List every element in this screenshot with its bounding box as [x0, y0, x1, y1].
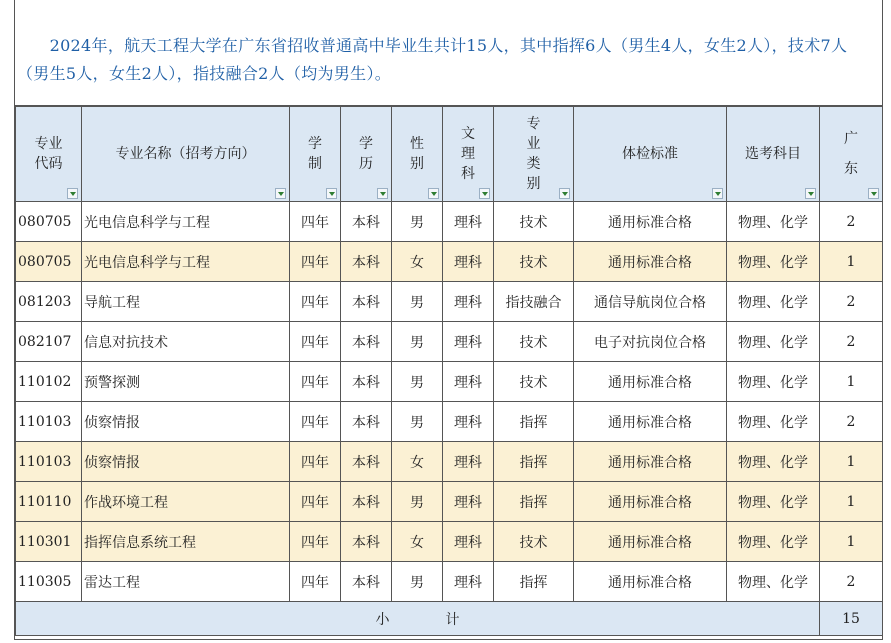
cell-track: 理科 [443, 402, 494, 442]
filter-dropdown-icon[interactable] [326, 188, 337, 199]
cell-sex: 男 [392, 402, 443, 442]
header-subjects: 选考科目 [727, 107, 820, 202]
table-row [16, 522, 883, 562]
cell-name: 导航工程 [82, 282, 290, 322]
filter-dropdown-icon[interactable] [479, 188, 490, 199]
cell-count: 1 [820, 442, 883, 482]
cell-category: 技术 [494, 202, 574, 242]
cell-code: 110305 [16, 562, 82, 602]
table-row [16, 362, 883, 402]
cell-degree: 本科 [341, 482, 392, 522]
filter-dropdown-icon[interactable] [805, 188, 816, 199]
filter-dropdown-icon[interactable] [712, 188, 723, 199]
cell-sex: 男 [392, 322, 443, 362]
cell-track: 理科 [443, 322, 494, 362]
cell-subjects: 物理、化学 [727, 202, 820, 242]
cell-category: 指挥 [494, 442, 574, 482]
cell-track: 理科 [443, 562, 494, 602]
cell-category: 指挥 [494, 482, 574, 522]
cell-code: 082107 [16, 322, 82, 362]
cell-medical: 通用标准合格 [574, 242, 727, 282]
cell-track: 理科 [443, 282, 494, 322]
cell-category: 技术 [494, 522, 574, 562]
cell-code: 110103 [16, 402, 82, 442]
header-code: 专业代码 [16, 107, 82, 202]
cell-medical: 通用标准合格 [574, 522, 727, 562]
cell-degree: 本科 [341, 282, 392, 322]
cell-sex: 男 [392, 202, 443, 242]
cell-degree: 本科 [341, 362, 392, 402]
cell-count: 2 [820, 402, 883, 442]
table-row [16, 562, 883, 602]
cell-count: 1 [820, 362, 883, 402]
header-track: 文理科 [443, 107, 494, 202]
cell-count: 2 [820, 562, 883, 602]
cell-medical: 通用标准合格 [574, 362, 727, 402]
cell-count: 1 [820, 242, 883, 282]
cell-count: 1 [820, 522, 883, 562]
cell-code: 110301 [16, 522, 82, 562]
cell-degree: 本科 [341, 522, 392, 562]
cell-name: 侦察情报 [82, 402, 290, 442]
cell-sex: 男 [392, 562, 443, 602]
cell-name: 光电信息科学与工程 [82, 242, 290, 282]
header-sex: 性别 [392, 107, 443, 202]
cell-medical: 通信导航岗位合格 [574, 282, 727, 322]
header-row [16, 107, 883, 202]
cell-subjects: 物理、化学 [727, 562, 820, 602]
cell-code: 080705 [16, 202, 82, 242]
header-medical: 体检标准 [574, 107, 727, 202]
cell-count: 2 [820, 202, 883, 242]
cell-length: 四年 [290, 322, 341, 362]
admission-table [15, 106, 883, 636]
cell-count: 1 [820, 482, 883, 522]
cell-name: 雷达工程 [82, 562, 290, 602]
cell-track: 理科 [443, 242, 494, 282]
header-degree: 学历 [341, 107, 392, 202]
table-row [16, 242, 883, 282]
cell-degree: 本科 [341, 442, 392, 482]
cell-name: 预警探测 [82, 362, 290, 402]
cell-category: 指挥 [494, 562, 574, 602]
filter-dropdown-icon[interactable] [67, 188, 78, 199]
cell-length: 四年 [290, 442, 341, 482]
admission-sheet [14, 0, 883, 640]
cell-name: 侦察情报 [82, 442, 290, 482]
filter-dropdown-icon[interactable] [868, 188, 879, 199]
filter-dropdown-icon[interactable] [275, 188, 286, 199]
cell-sex: 男 [392, 282, 443, 322]
cell-medical: 通用标准合格 [574, 562, 727, 602]
total-label: 小 计 [16, 602, 820, 636]
cell-category: 指挥 [494, 402, 574, 442]
cell-category: 技术 [494, 242, 574, 282]
cell-track: 理科 [443, 522, 494, 562]
filter-dropdown-icon[interactable] [559, 188, 570, 199]
cell-sex: 女 [392, 522, 443, 562]
cell-degree: 本科 [341, 242, 392, 282]
cell-code: 110102 [16, 362, 82, 402]
filter-dropdown-icon[interactable] [428, 188, 439, 199]
cell-medical: 通用标准合格 [574, 442, 727, 482]
cell-medical: 通用标准合格 [574, 402, 727, 442]
cell-code: 110103 [16, 442, 82, 482]
cell-subjects: 物理、化学 [727, 322, 820, 362]
cell-code: 110110 [16, 482, 82, 522]
cell-sex: 男 [392, 362, 443, 402]
table-row [16, 482, 883, 522]
cell-sex: 女 [392, 442, 443, 482]
cell-category: 指技融合 [494, 282, 574, 322]
cell-length: 四年 [290, 242, 341, 282]
cell-count: 2 [820, 322, 883, 362]
table-row [16, 442, 883, 482]
header-length: 学制 [290, 107, 341, 202]
cell-length: 四年 [290, 522, 341, 562]
total-row [16, 602, 883, 636]
cell-subjects: 物理、化学 [727, 482, 820, 522]
cell-subjects: 物理、化学 [727, 242, 820, 282]
cell-code: 080705 [16, 242, 82, 282]
cell-code: 081203 [16, 282, 82, 322]
cell-sex: 女 [392, 242, 443, 282]
cell-track: 理科 [443, 202, 494, 242]
table-row [16, 282, 883, 322]
cell-degree: 本科 [341, 202, 392, 242]
cell-category: 技术 [494, 362, 574, 402]
intro-paragraph: 2024年，航天工程大学在广东省招收普通高中毕业生共计15人，其中指挥6人（男生4人，女生2人），技术7人（男生5人，女生2人），指技融合2人（均为男生）。 [15, 0, 882, 106]
cell-name: 光电信息科学与工程 [82, 202, 290, 242]
cell-track: 理科 [443, 362, 494, 402]
header-guangdong: 广东 [820, 107, 883, 202]
cell-category: 技术 [494, 322, 574, 362]
cell-name: 作战环境工程 [82, 482, 290, 522]
cell-length: 四年 [290, 202, 341, 242]
cell-length: 四年 [290, 402, 341, 442]
header-name: 专业名称（招考方向） [82, 107, 290, 202]
cell-length: 四年 [290, 482, 341, 522]
cell-degree: 本科 [341, 402, 392, 442]
cell-medical: 通用标准合格 [574, 482, 727, 522]
cell-medical: 电子对抗岗位合格 [574, 322, 727, 362]
total-value: 15 [820, 602, 883, 636]
cell-degree: 本科 [341, 322, 392, 362]
cell-name: 指挥信息系统工程 [82, 522, 290, 562]
cell-length: 四年 [290, 362, 341, 402]
cell-subjects: 物理、化学 [727, 522, 820, 562]
cell-track: 理科 [443, 442, 494, 482]
cell-subjects: 物理、化学 [727, 282, 820, 322]
table-row [16, 402, 883, 442]
cell-length: 四年 [290, 562, 341, 602]
filter-dropdown-icon[interactable] [377, 188, 388, 199]
cell-sex: 男 [392, 482, 443, 522]
cell-length: 四年 [290, 282, 341, 322]
cell-subjects: 物理、化学 [727, 402, 820, 442]
header-category: 专业类别 [494, 107, 574, 202]
table-row [16, 322, 883, 362]
cell-track: 理科 [443, 482, 494, 522]
cell-subjects: 物理、化学 [727, 362, 820, 402]
cell-degree: 本科 [341, 562, 392, 602]
cell-medical: 通用标准合格 [574, 202, 727, 242]
table-row [16, 202, 883, 242]
cell-count: 2 [820, 282, 883, 322]
cell-name: 信息对抗技术 [82, 322, 290, 362]
cell-subjects: 物理、化学 [727, 442, 820, 482]
